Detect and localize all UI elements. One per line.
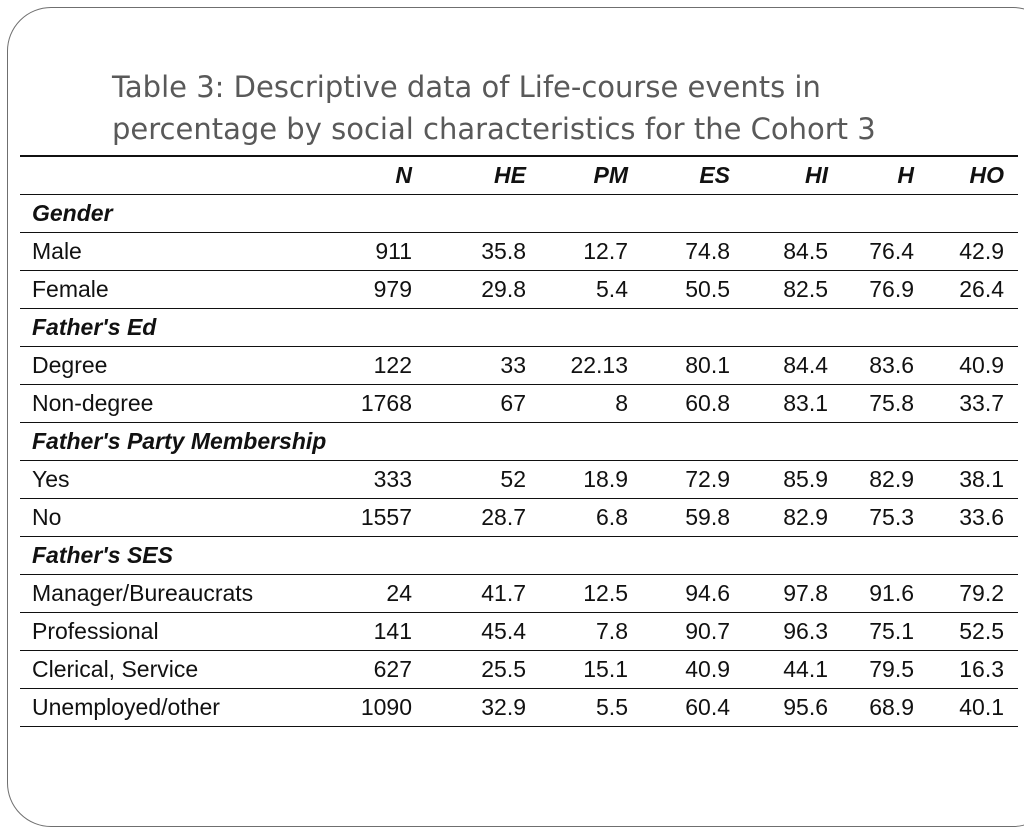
cell-es: 50.5 <box>642 270 744 308</box>
cell-he: 67 <box>426 384 540 422</box>
cell-hi: 95.6 <box>744 688 842 726</box>
cell-he: 52 <box>426 460 540 498</box>
descriptive-data-table <box>20 155 1018 727</box>
row-label: Female <box>20 270 340 308</box>
cell-es: 94.6 <box>642 574 744 612</box>
cell-he: 25.5 <box>426 650 540 688</box>
cell-h: 82.9 <box>842 460 928 498</box>
table-row <box>20 270 1018 308</box>
cell-pm: 5.5 <box>540 688 642 726</box>
group-label: Father's Party Membership <box>20 422 1018 460</box>
table-row <box>20 498 1018 536</box>
table-row <box>20 650 1018 688</box>
table-row <box>20 346 1018 384</box>
cell-h: 75.3 <box>842 498 928 536</box>
group-row-father-s-ses <box>20 536 1018 574</box>
cell-hi: 97.8 <box>744 574 842 612</box>
cell-ho: 26.4 <box>928 270 1018 308</box>
header-es: ES <box>642 156 744 194</box>
cell-he: 28.7 <box>426 498 540 536</box>
table-row <box>20 384 1018 422</box>
cell-pm: 22.13 <box>540 346 642 384</box>
table-row <box>20 460 1018 498</box>
header-hi: HI <box>744 156 842 194</box>
cell-pm: 7.8 <box>540 612 642 650</box>
cell-es: 90.7 <box>642 612 744 650</box>
cell-n: 1090 <box>340 688 426 726</box>
cell-h: 79.5 <box>842 650 928 688</box>
cell-es: 60.4 <box>642 688 744 726</box>
cell-pm: 15.1 <box>540 650 642 688</box>
row-label: Yes <box>20 460 340 498</box>
cell-pm: 12.7 <box>540 232 642 270</box>
cell-ho: 40.9 <box>928 346 1018 384</box>
header-blank <box>20 156 340 194</box>
group-row-father-s-party-membership <box>20 422 1018 460</box>
cell-n: 979 <box>340 270 426 308</box>
cell-hi: 96.3 <box>744 612 842 650</box>
cell-h: 76.9 <box>842 270 928 308</box>
cell-pm: 5.4 <box>540 270 642 308</box>
cell-h: 76.4 <box>842 232 928 270</box>
cell-es: 72.9 <box>642 460 744 498</box>
row-label: Non-degree <box>20 384 340 422</box>
table-header-row <box>20 156 1018 194</box>
row-label: Unemployed/other <box>20 688 340 726</box>
slide-title-line-2: percentage by social characteristics for the Cohort 3 <box>112 112 876 146</box>
table-row <box>20 688 1018 726</box>
cell-es: 59.8 <box>642 498 744 536</box>
cell-h: 75.8 <box>842 384 928 422</box>
cell-ho: 52.5 <box>928 612 1018 650</box>
cell-ho: 33.7 <box>928 384 1018 422</box>
cell-n: 24 <box>340 574 426 612</box>
cell-he: 41.7 <box>426 574 540 612</box>
row-label: Professional <box>20 612 340 650</box>
cell-h: 91.6 <box>842 574 928 612</box>
group-label: Father's Ed <box>20 308 1018 346</box>
group-label: Gender <box>20 194 1018 232</box>
cell-n: 141 <box>340 612 426 650</box>
cell-he: 45.4 <box>426 612 540 650</box>
cell-hi: 82.5 <box>744 270 842 308</box>
cell-es: 40.9 <box>642 650 744 688</box>
header-n: N <box>340 156 426 194</box>
cell-n: 333 <box>340 460 426 498</box>
cell-ho: 33.6 <box>928 498 1018 536</box>
cell-es: 80.1 <box>642 346 744 384</box>
header-pm: PM <box>540 156 642 194</box>
cell-he: 35.8 <box>426 232 540 270</box>
cell-n: 1557 <box>340 498 426 536</box>
table-body <box>20 194 1018 726</box>
cell-pm: 12.5 <box>540 574 642 612</box>
header-he: HE <box>426 156 540 194</box>
cell-hi: 84.5 <box>744 232 842 270</box>
cell-ho: 40.1 <box>928 688 1018 726</box>
cell-ho: 79.2 <box>928 574 1018 612</box>
cell-he: 32.9 <box>426 688 540 726</box>
cell-pm: 18.9 <box>540 460 642 498</box>
slide-title-line-1: Table 3: Descriptive data of Life-course events in <box>112 70 821 104</box>
row-label: Degree <box>20 346 340 384</box>
cell-ho: 38.1 <box>928 460 1018 498</box>
cell-n: 627 <box>340 650 426 688</box>
table-row <box>20 232 1018 270</box>
slide-title <box>112 66 992 150</box>
cell-ho: 42.9 <box>928 232 1018 270</box>
cell-hi: 82.9 <box>744 498 842 536</box>
header-ho: HO <box>928 156 1018 194</box>
cell-ho: 16.3 <box>928 650 1018 688</box>
cell-n: 911 <box>340 232 426 270</box>
header-h: H <box>842 156 928 194</box>
cell-h: 83.6 <box>842 346 928 384</box>
cell-hi: 83.1 <box>744 384 842 422</box>
row-label: Male <box>20 232 340 270</box>
cell-h: 68.9 <box>842 688 928 726</box>
cell-he: 33 <box>426 346 540 384</box>
row-label: Manager/Bureaucrats <box>20 574 340 612</box>
cell-hi: 44.1 <box>744 650 842 688</box>
cell-es: 60.8 <box>642 384 744 422</box>
group-row-gender <box>20 194 1018 232</box>
cell-n: 122 <box>340 346 426 384</box>
table-row <box>20 574 1018 612</box>
cell-pm: 6.8 <box>540 498 642 536</box>
cell-es: 74.8 <box>642 232 744 270</box>
row-label: No <box>20 498 340 536</box>
group-row-father-s-ed <box>20 308 1018 346</box>
cell-n: 1768 <box>340 384 426 422</box>
cell-h: 75.1 <box>842 612 928 650</box>
cell-he: 29.8 <box>426 270 540 308</box>
table-row <box>20 612 1018 650</box>
row-label: Clerical, Service <box>20 650 340 688</box>
cell-hi: 84.4 <box>744 346 842 384</box>
group-label: Father's SES <box>20 536 1018 574</box>
cell-pm: 8 <box>540 384 642 422</box>
cell-hi: 85.9 <box>744 460 842 498</box>
